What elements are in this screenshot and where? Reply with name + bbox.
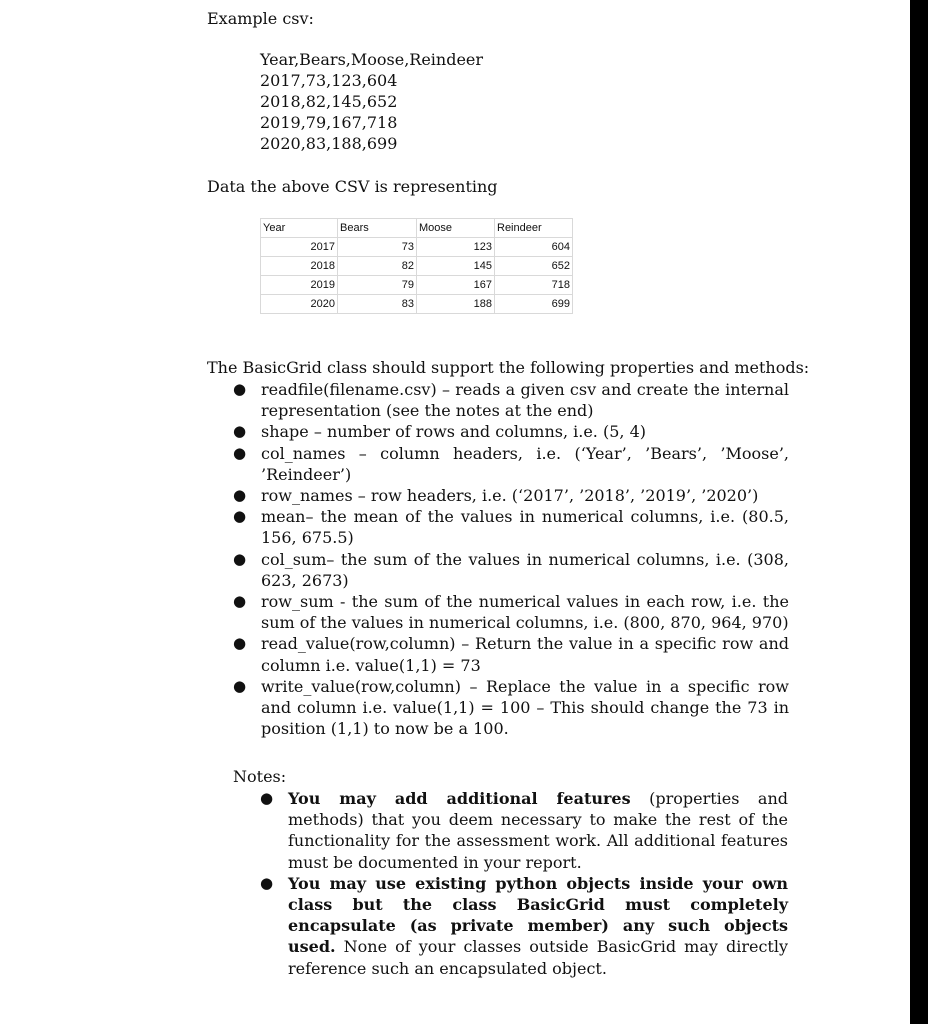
list-item: ● row_sum - the sum of the numerical values in each row, i.e. the sum of the values in numerical columns, i.e. (800, 870, 964, 970) (233, 592, 789, 633)
bullet-icon: ● (233, 422, 247, 441)
table-row (261, 238, 573, 257)
table-row (261, 257, 573, 276)
example-csv-label: Example csv: (207, 9, 314, 28)
table-header-cell: Bears (338, 219, 417, 238)
bullet-icon: ● (233, 443, 247, 462)
csv-line: 2019,79,167,718 (260, 113, 398, 132)
csv-line: 2018,82,145,652 (260, 92, 398, 111)
list-item: ● readfile(filename.csv) – reads a given csv and create the internal representation (see the notes at the end) (233, 380, 789, 421)
table-cell: 652 (495, 257, 573, 276)
list-item: ● read_value(row,column) – Return the value in a specific row and column i.e. value(1,1) = 73 (233, 634, 789, 675)
table-row (261, 295, 573, 314)
bullet-icon: ● (233, 592, 247, 611)
table-cell: 2017 (261, 238, 338, 257)
methods-intro: The BasicGrid class should support the following properties and methods: (207, 358, 810, 377)
table-cell: 2019 (261, 276, 338, 295)
data-table (260, 218, 573, 314)
list-item: ● col_sum– the sum of the values in numerical columns, i.e. (308, 623, 2673) (233, 549, 789, 590)
notes-label: Notes: (233, 767, 287, 786)
list-item: ● You may use existing python objects inside your own class but the class BasicGrid must completely encapsulate (as private member) any such objects used. None of your classes outside BasicGrid may directly reference such an encapsulated object. (260, 873, 788, 978)
csv-line: 2017,73,123,604 (260, 71, 398, 90)
bullet-icon: ● (233, 486, 247, 505)
table-header-row (261, 219, 573, 238)
table-row (261, 276, 573, 295)
csv-line: Year,Bears,Moose,Reindeer (260, 50, 484, 69)
list-item: ● row_names – row headers, i.e. (‘2017’, ’2018’, ’2019’, ’2020’) (233, 486, 759, 506)
bullet-icon: ● (233, 507, 247, 526)
bullet-icon: ● (233, 380, 247, 398)
table-cell: 2020 (261, 295, 338, 314)
table-cell: 123 (417, 238, 495, 257)
list-item: ● write_value(row,column) – Replace the value in a specific row and column i.e. value(1,1) = 100 – This should change the 73 in position (1,1) to now be a 100. (233, 676, 789, 739)
table-cell: 83 (338, 295, 417, 314)
table-header-cell: Moose (417, 219, 495, 238)
table-cell: 188 (417, 295, 495, 314)
table-cell: 167 (417, 276, 495, 295)
table-cell: 73 (338, 238, 417, 257)
bullet-icon: ● (260, 789, 274, 807)
csv-line: 2020,83,188,699 (260, 134, 398, 153)
table-cell: 79 (338, 276, 417, 295)
table-cell: 718 (495, 276, 573, 295)
table-cell: 145 (417, 257, 495, 276)
csv-block (260, 49, 483, 154)
table-cell: 699 (495, 295, 573, 314)
bullet-icon: ● (233, 549, 247, 568)
list-item: ● shape – number of rows and columns, i.e. (5, 4) (233, 422, 646, 442)
list-item: ● You may add additional features (properties and methods) that you deem necessary to make the rest of the functionality for the assessment work. All additional features must be documented in your report. (260, 789, 789, 872)
list-item: ● mean– the mean of the values in numerical columns, i.e. (80.5, 156, 675.5) (233, 507, 789, 548)
table-header-cell: Reindeer (495, 219, 573, 238)
table-cell: 82 (338, 257, 417, 276)
data-representing-label: Data the above CSV is representing (207, 177, 498, 196)
bullet-icon: ● (233, 676, 247, 695)
notes-list (260, 788, 789, 979)
list-item: ● col_names – column headers, i.e. (‘Year’, ’Bears’, ’Moose’, ’Reindeer’) (233, 443, 789, 484)
methods-list (233, 379, 789, 739)
table-header-cell: Year (261, 219, 338, 238)
bullet-icon: ● (233, 634, 247, 653)
table-cell: 2018 (261, 257, 338, 276)
table-cell: 604 (495, 238, 573, 257)
bullet-icon: ● (260, 873, 274, 892)
